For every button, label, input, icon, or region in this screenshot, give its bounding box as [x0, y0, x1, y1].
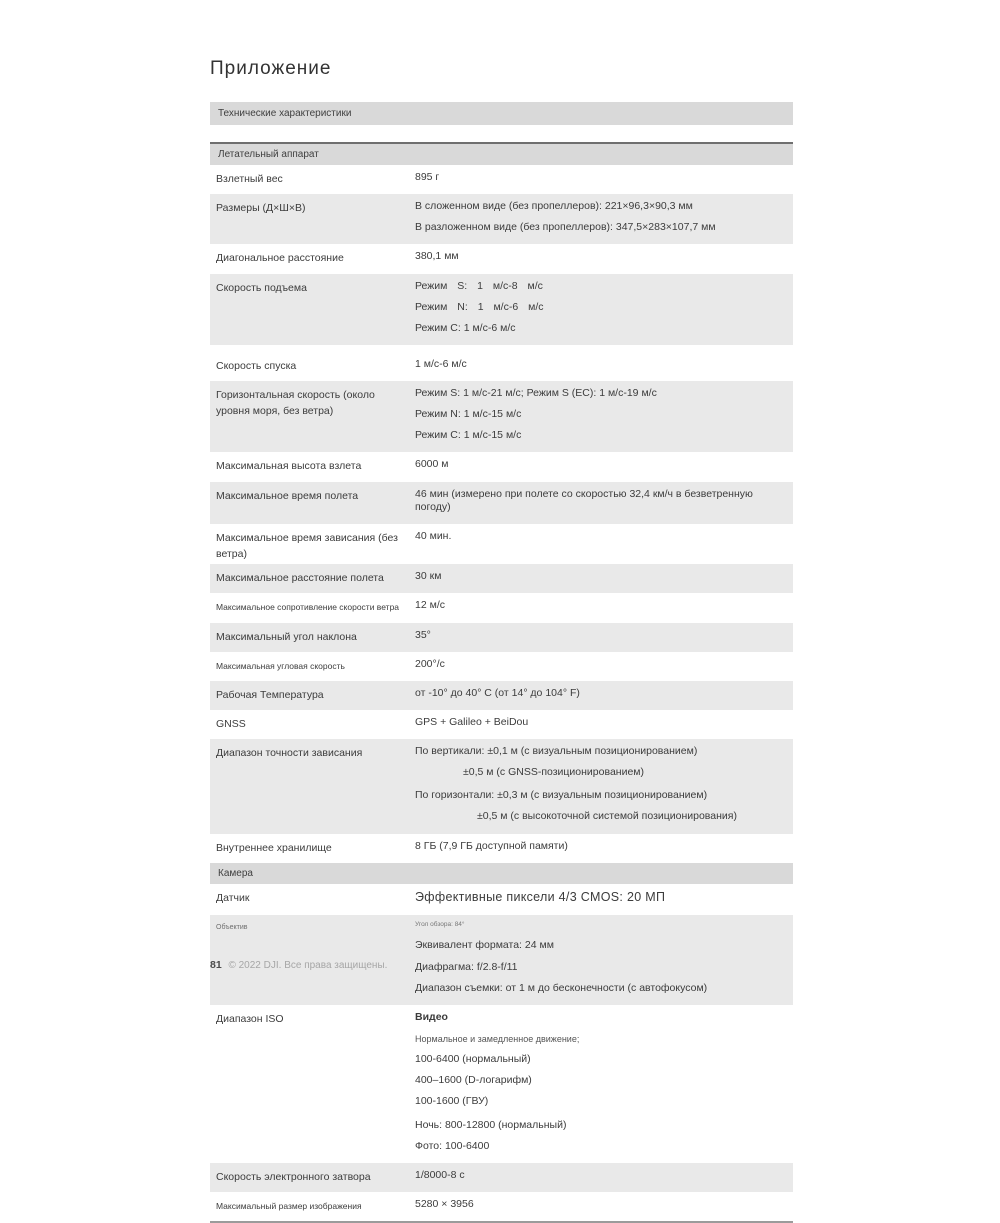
page-number: 81 — [210, 959, 222, 971]
spec-value-line: 8 ГБ (7,9 ГБ доступной памяти) — [415, 839, 568, 852]
page-content — [210, 0, 793, 1223]
spec-value-line: Ночь: 800-12800 (нормальный) — [415, 1118, 567, 1131]
spec-row — [210, 482, 793, 524]
spec-values — [415, 597, 793, 620]
section-header: Камера — [210, 863, 793, 884]
spec-label: Диагональное расстояние — [216, 252, 344, 265]
spec-value-line: 46 мин (измерено при полете со скоростью 32,4 км/ч в безветренную погоду) — [415, 487, 753, 513]
spec-label: Скорость спуска — [216, 359, 297, 372]
spec-value-line: В разложенном виде (без пропеллеров): 347,5×283×107,7 мм — [415, 221, 716, 234]
spec-value-line: 100-6400 (нормальный) — [415, 1053, 531, 1066]
spec-value-line: ±0,5 м (с GNSS-позиционированием) — [463, 766, 644, 779]
spec-row — [210, 834, 793, 863]
spec-values — [415, 568, 793, 591]
spec-value-line: 1 м/с-6 м/с — [415, 357, 467, 370]
spec-value-line: 6000 м — [415, 458, 449, 471]
spec-value-line: По вертикали: ±0,1 м (с визуальным позиционированием) — [415, 745, 698, 758]
spec-value-line: Эффективные пиксели 4/3 CMOS: 20 МП — [415, 889, 666, 904]
spec-value-line: 40 мин. — [415, 529, 452, 542]
page-footer — [210, 959, 387, 971]
spec-values — [415, 385, 793, 450]
spec-label: Внутреннее хранилище — [216, 841, 332, 854]
section-header: Летательный аппарат — [210, 142, 793, 165]
spec-values — [415, 1167, 793, 1190]
spec-value-line: Диафрагма: f/2.8-f/11 — [415, 960, 518, 973]
spec-row — [210, 681, 793, 710]
spec-value-line: ±0,5 м (с высокоточной системой позиционирования) — [477, 810, 737, 823]
spec-row — [210, 652, 793, 681]
spec-label: Максимальное время полета — [216, 489, 359, 502]
spec-value-line: Видео — [415, 1010, 448, 1023]
toc-bar-label: Технические характеристики — [218, 108, 352, 119]
spec-label: Диапазон ISO — [216, 1012, 284, 1025]
spec-values — [415, 838, 793, 861]
spec-values — [415, 198, 793, 242]
spec-label: Максимальный угол наклона — [216, 630, 357, 643]
spec-values — [415, 1009, 793, 1161]
spec-value-line: Диапазон съемки: от 1 м до бесконечности (с автофокусом) — [415, 981, 708, 994]
spec-values — [415, 278, 793, 343]
spec-label: Горизонтальная скорость (около уровня моря, без ветра) — [216, 389, 375, 418]
toc-bar — [210, 102, 793, 125]
spec-row — [210, 274, 793, 345]
spec-label: Скорость подъема — [216, 281, 307, 294]
spec-value-line: GPS + Galileo + BeiDou — [415, 715, 529, 728]
spec-label: Скорость электронного затвора — [216, 1170, 371, 1183]
spacer — [210, 125, 793, 142]
spec-label: Взлетный вес — [216, 173, 283, 185]
spec-values — [415, 685, 793, 708]
spec-value-line: Фото: 100-6400 — [415, 1139, 490, 1152]
spec-value-line: 5280 × 3956 — [415, 1197, 474, 1210]
spec-value-line: 400–1600 (D-логарифм) — [415, 1074, 532, 1087]
copyright-text: © 2022 DJI. Все права защищены. — [228, 960, 388, 971]
page-title: Приложение — [210, 58, 332, 79]
spec-label: Максимальная высота взлета — [216, 460, 362, 473]
spec-values — [415, 743, 793, 832]
spec-values — [415, 528, 793, 551]
spec-value-line: Режим S: 1 м/с-8 м/с — [415, 279, 543, 292]
spec-values — [415, 627, 793, 650]
spec-label: Максимальное сопротивление скорости ветра — [216, 602, 400, 613]
spec-value-line: от -10° до 40° C (от 14° до 104° F) — [415, 686, 580, 699]
spec-values — [415, 486, 793, 522]
spec-row — [210, 524, 793, 565]
spec-label: Максимальное расстояние полета — [216, 572, 384, 585]
spec-row — [210, 165, 793, 194]
spec-row — [210, 1163, 793, 1192]
spec-value-line: 100-1600 (ГВУ) — [415, 1095, 489, 1108]
spec-row — [210, 1192, 793, 1221]
spec-value-line: Режим S: 1 м/с-21 м/с; Режим S (EC): 1 м/с-19 м/с — [415, 387, 657, 399]
spec-row — [210, 710, 793, 739]
spec-value-line: Режим C: 1 м/с-6 м/с — [415, 321, 516, 334]
spec-value-line: 12 м/с — [415, 599, 445, 612]
spec-row — [210, 884, 793, 916]
spec-label: Максимальный размер изображения — [216, 1200, 362, 1211]
spec-values — [415, 169, 793, 192]
spec-value-line: 200°/с — [415, 657, 445, 670]
spec-values — [415, 456, 793, 479]
spec-values — [415, 714, 793, 737]
spec-label: Датчик — [216, 891, 250, 904]
spec-values — [415, 356, 793, 379]
spec-row — [210, 739, 793, 834]
spec-value-line: Режим C: 1 м/с-15 м/с — [415, 429, 522, 442]
spec-value-line: Режим N: 1 м/с-15 м/с — [415, 408, 522, 421]
spec-values — [415, 656, 793, 679]
spec-value-line: 380,1 мм — [415, 250, 459, 263]
spec-label: Максимальное время зависания (без ветра) — [216, 531, 398, 561]
spec-value-line: По горизонтали: ±0,3 м (с визуальным позиционированием) — [415, 789, 708, 802]
spec-row — [210, 1005, 793, 1163]
spec-row — [210, 194, 793, 244]
spec-value-line: Угол обзора: 84° — [415, 921, 465, 929]
spec-value-line: В сложенном виде (без пропеллеров): 221×96,3×90,3 мм — [415, 200, 693, 213]
spec-label: Объектив — [216, 924, 248, 932]
spec-values — [415, 248, 793, 271]
spec-values — [415, 1196, 793, 1219]
spec-label: GNSS — [216, 717, 246, 730]
spec-row — [210, 593, 793, 622]
spec-value-line: 1/8000-8 с — [415, 1168, 465, 1181]
spec-value-line: Нормальное и замедленное движение; — [415, 1033, 580, 1044]
spec-label: Размеры (Д×Ш×В) — [216, 202, 306, 215]
spec-value-line: Режим N: 1 м/с-6 м/с — [415, 300, 544, 313]
spec-row — [210, 381, 793, 452]
spec-label: Рабочая Температура — [216, 688, 324, 701]
spec-row — [210, 352, 793, 381]
spec-value-line: 35° — [415, 628, 431, 641]
spec-value-line: Эквивалент формата: 24 мм — [415, 939, 554, 952]
spec-row — [210, 452, 793, 481]
spec-row — [210, 623, 793, 652]
spec-value-line: 30 км — [415, 570, 442, 583]
spec-values — [415, 919, 793, 1003]
spec-value-line: 895 г — [415, 171, 440, 183]
spec-row — [210, 564, 793, 593]
spec-label: Максимальная угловая скорость — [216, 660, 345, 671]
spec-table — [210, 142, 793, 1223]
spec-row — [210, 244, 793, 273]
spec-label: Диапазон точности зависания — [216, 747, 363, 760]
spec-values — [415, 888, 793, 914]
